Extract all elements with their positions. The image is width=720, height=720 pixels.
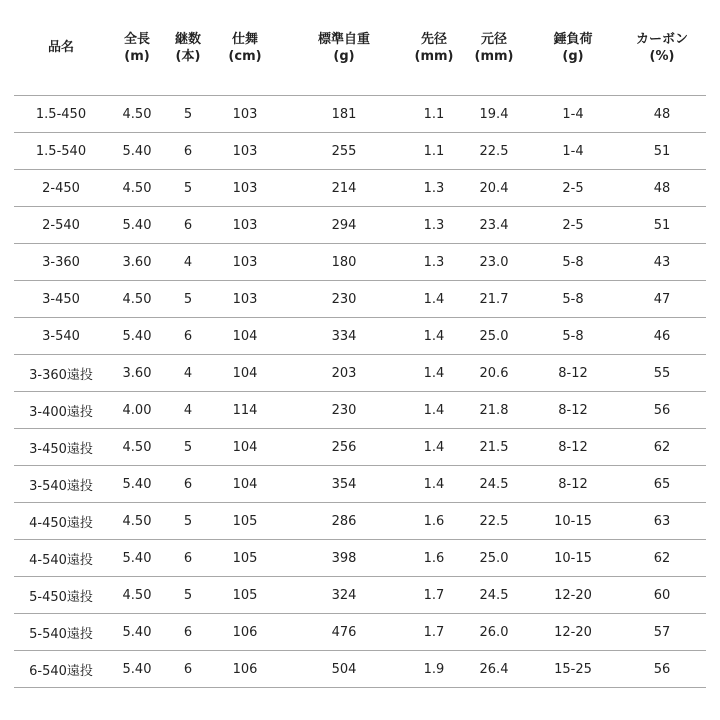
col-header-closed-length: 仕舞 (cm) [210,0,280,96]
cell-butt-diameter: 23.4 [460,207,528,244]
cell-tip-diameter: 1.1 [408,96,460,133]
cell-closed-length: 103 [210,207,280,244]
cell-sinker-load: 12-20 [528,614,618,651]
cell-closed-length: 105 [210,540,280,577]
cell-tip-diameter: 1.3 [408,170,460,207]
spec-table [14,0,706,688]
table-row [14,429,706,466]
cell-butt-diameter: 22.5 [460,133,528,170]
col-header-tip-diameter: 先径 (mm) [408,0,460,96]
cell-tip-diameter: 1.6 [408,503,460,540]
cell-butt-diameter: 20.4 [460,170,528,207]
cell-tip-diameter: 1.7 [408,577,460,614]
cell-butt-diameter: 26.0 [460,614,528,651]
table-row [14,540,706,577]
cell-closed-length: 103 [210,96,280,133]
cell-tip-diameter: 1.4 [408,429,460,466]
cell-carbon: 63 [618,503,706,540]
cell-tip-diameter: 1.4 [408,466,460,503]
cell-butt-diameter: 25.0 [460,540,528,577]
header-row [14,0,706,96]
cell-sinker-load: 15-25 [528,651,618,688]
cell-carbon: 46 [618,318,706,355]
cell-length: 4.50 [108,503,166,540]
table-row [14,614,706,651]
cell-carbon: 51 [618,133,706,170]
cell-length: 5.40 [108,614,166,651]
col-header-sinker-load: 錘負荷 (g) [528,0,618,96]
table-row [14,170,706,207]
cell-length: 5.40 [108,466,166,503]
cell-closed-length: 104 [210,429,280,466]
cell-closed-length: 104 [210,355,280,392]
cell-length: 5.40 [108,651,166,688]
cell-length: 4.50 [108,577,166,614]
cell-butt-diameter: 19.4 [460,96,528,133]
cell-weight: 504 [280,651,408,688]
cell-carbon: 48 [618,96,706,133]
cell-sinker-load: 5-8 [528,281,618,318]
cell-carbon: 51 [618,207,706,244]
cell-carbon: 62 [618,540,706,577]
cell-sections: 5 [166,170,210,207]
cell-weight: 334 [280,318,408,355]
cell-weight: 255 [280,133,408,170]
cell-sinker-load: 8-12 [528,466,618,503]
cell-carbon: 48 [618,170,706,207]
cell-sinker-load: 2-5 [528,207,618,244]
cell-closed-length: 104 [210,318,280,355]
cell-name: 3-450 [14,281,108,318]
cell-sections: 4 [166,355,210,392]
cell-weight: 324 [280,577,408,614]
cell-name: 1.5-450 [14,96,108,133]
cell-name: 2-450 [14,170,108,207]
cell-sections: 6 [166,614,210,651]
cell-tip-diameter: 1.4 [408,318,460,355]
cell-length: 5.40 [108,318,166,355]
cell-sinker-load: 8-12 [528,355,618,392]
table-row [14,355,706,392]
cell-butt-diameter: 24.5 [460,577,528,614]
col-header-carbon: カーボン (%) [618,0,706,96]
cell-tip-diameter: 1.6 [408,540,460,577]
cell-sections: 5 [166,503,210,540]
table-row [14,207,706,244]
cell-name: 1.5-540 [14,133,108,170]
cell-weight: 230 [280,281,408,318]
cell-sections: 6 [166,540,210,577]
cell-carbon: 47 [618,281,706,318]
cell-closed-length: 103 [210,170,280,207]
cell-closed-length: 105 [210,503,280,540]
cell-closed-length: 103 [210,244,280,281]
cell-closed-length: 106 [210,614,280,651]
cell-name: 3-540遠投 [14,466,108,503]
cell-weight: 180 [280,244,408,281]
cell-sinker-load: 10-15 [528,540,618,577]
cell-sinker-load: 8-12 [528,392,618,429]
cell-sections: 5 [166,96,210,133]
table-row [14,244,706,281]
table-row [14,96,706,133]
cell-closed-length: 103 [210,281,280,318]
table-row [14,318,706,355]
cell-sections: 6 [166,651,210,688]
cell-butt-diameter: 24.5 [460,466,528,503]
cell-sections: 6 [166,318,210,355]
cell-sinker-load: 5-8 [528,244,618,281]
cell-carbon: 56 [618,651,706,688]
cell-sinker-load: 12-20 [528,577,618,614]
cell-carbon: 56 [618,392,706,429]
cell-tip-diameter: 1.3 [408,207,460,244]
cell-tip-diameter: 1.7 [408,614,460,651]
cell-tip-diameter: 1.1 [408,133,460,170]
cell-butt-diameter: 23.0 [460,244,528,281]
col-header-sections: 継数 (本) [166,0,210,96]
cell-carbon: 57 [618,614,706,651]
cell-carbon: 60 [618,577,706,614]
cell-sinker-load: 1-4 [528,133,618,170]
cell-weight: 286 [280,503,408,540]
cell-length: 5.40 [108,133,166,170]
cell-name: 2-540 [14,207,108,244]
cell-name: 3-360 [14,244,108,281]
cell-sections: 6 [166,466,210,503]
cell-sections: 5 [166,281,210,318]
cell-weight: 181 [280,96,408,133]
cell-sections: 6 [166,207,210,244]
cell-name: 4-540遠投 [14,540,108,577]
cell-weight: 230 [280,392,408,429]
cell-name: 3-540 [14,318,108,355]
table-row [14,281,706,318]
cell-closed-length: 104 [210,466,280,503]
cell-weight: 476 [280,614,408,651]
cell-sinker-load: 1-4 [528,96,618,133]
cell-butt-diameter: 21.7 [460,281,528,318]
cell-length: 3.60 [108,355,166,392]
cell-length: 4.50 [108,96,166,133]
cell-length: 4.50 [108,170,166,207]
cell-carbon: 62 [618,429,706,466]
cell-weight: 354 [280,466,408,503]
cell-sections: 5 [166,577,210,614]
cell-sinker-load: 2-5 [528,170,618,207]
table-row [14,133,706,170]
col-header-butt-diameter: 元径 (mm) [460,0,528,96]
cell-tip-diameter: 1.3 [408,244,460,281]
cell-sinker-load: 10-15 [528,503,618,540]
cell-sections: 4 [166,392,210,429]
cell-closed-length: 105 [210,577,280,614]
cell-butt-diameter: 25.0 [460,318,528,355]
cell-name: 3-450遠投 [14,429,108,466]
cell-closed-length: 114 [210,392,280,429]
cell-length: 5.40 [108,540,166,577]
spec-table-body [14,96,706,688]
cell-sections: 4 [166,244,210,281]
cell-name: 5-450遠投 [14,577,108,614]
table-row [14,651,706,688]
cell-weight: 203 [280,355,408,392]
cell-name: 5-540遠投 [14,614,108,651]
cell-weight: 398 [280,540,408,577]
cell-butt-diameter: 21.8 [460,392,528,429]
cell-sections: 6 [166,133,210,170]
cell-butt-diameter: 22.5 [460,503,528,540]
col-header-name: 品名 [14,0,108,96]
cell-weight: 256 [280,429,408,466]
cell-closed-length: 103 [210,133,280,170]
cell-name: 4-450遠投 [14,503,108,540]
col-header-weight: 標準自重 (g) [280,0,408,96]
cell-tip-diameter: 1.4 [408,281,460,318]
cell-butt-diameter: 20.6 [460,355,528,392]
table-row [14,392,706,429]
cell-sinker-load: 5-8 [528,318,618,355]
cell-name: 3-360遠投 [14,355,108,392]
cell-length: 4.50 [108,281,166,318]
cell-weight: 214 [280,170,408,207]
cell-carbon: 55 [618,355,706,392]
table-row [14,503,706,540]
cell-carbon: 65 [618,466,706,503]
cell-length: 5.40 [108,207,166,244]
cell-length: 4.50 [108,429,166,466]
cell-name: 6-540遠投 [14,651,108,688]
cell-weight: 294 [280,207,408,244]
cell-sinker-load: 8-12 [528,429,618,466]
cell-butt-diameter: 26.4 [460,651,528,688]
col-header-length: 全長 (m) [108,0,166,96]
table-row [14,577,706,614]
cell-tip-diameter: 1.4 [408,392,460,429]
cell-butt-diameter: 21.5 [460,429,528,466]
cell-name: 3-400遠投 [14,392,108,429]
cell-sections: 5 [166,429,210,466]
cell-carbon: 43 [618,244,706,281]
table-row [14,466,706,503]
cell-tip-diameter: 1.9 [408,651,460,688]
cell-length: 3.60 [108,244,166,281]
cell-closed-length: 106 [210,651,280,688]
cell-length: 4.00 [108,392,166,429]
cell-tip-diameter: 1.4 [408,355,460,392]
